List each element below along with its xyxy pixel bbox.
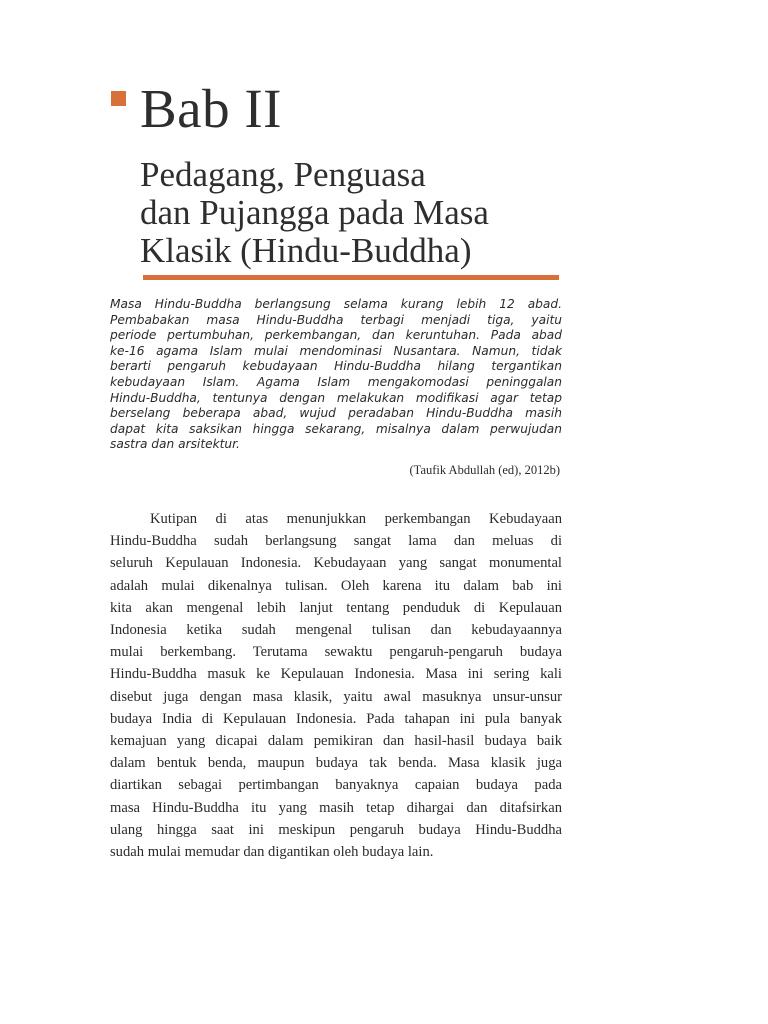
quote-citation: (Taufik Abdullah (ed), 2012b) [409,463,560,477]
paragraph-line: Hindu-Buddha masuk ke Kepulauan Indonesia. Masa ini sering kali [110,666,562,683]
paragraph-line: adalah mulai dikenalnya tulisan. Oleh karena itu dalam bab ini [110,577,562,594]
paragraph-line: budaya India di Kepulauan Indonesia. Pada tahapan ini pula banyak [110,710,562,727]
paragraph-line: seluruh Kepulauan Indonesia. Kebudayaan yang sangat monumental [110,555,562,572]
quote-line: sastra dan arsitektur. [110,437,240,452]
quote-line: Hindu-Buddha, tentunya dengan melakukan modifikasi agar tetap [110,390,562,405]
paragraph-line: mulai berkembang. Terutama sewaktu pengaruh-pengaruh budaya [110,644,562,661]
paragraph-line: disebut juga dengan masa klasik, yaitu awal masuknya unsur-unsur [110,688,562,705]
quote-line: kebudayaan Islam. Agama Islam mengakomodasi peninggalan [110,374,562,389]
chapter-title-line: Klasik (Hindu-Buddha) [140,231,472,270]
quote-line: periode pertumbuhan, perkembangan, dan keruntuhan. Pada abad [110,328,562,343]
paragraph-line: kemajuan yang dicapai dalam pemikiran dan hasil-hasil budaya baik [110,733,562,750]
quote-line: berselang beberapa abad, wujud peradaban Hindu-Buddha masih [110,406,562,421]
body-paragraph [110,508,562,863]
chapter-title-line: dan Pujangga pada Masa [140,193,489,232]
paragraph-line: diartikan sebagai pertimbangan banyaknya capaian budaya pada [110,777,562,794]
paragraph-line: ulang hingga saat ini meskipun pengaruh budaya Hindu-Buddha [110,821,562,838]
title-divider [143,275,559,280]
chapter-title-line: Pedagang, Penguasa [140,155,426,194]
quote-line: ke-16 agama Islam mulai mendominasi Nusantara. Namun, tidak [110,343,562,358]
paragraph-line: dalam bentuk benda, maupun budaya tak benda. Masa klasik juga [110,755,562,772]
paragraph-line: Hindu-Buddha sudah berlangsung sangat lama dan meluas di [110,533,562,550]
intro-quote [110,297,562,453]
paragraph-line: Indonesia ketika sudah mengenal tulisan dan kebudayaannya [110,622,562,639]
paragraph-line: sudah mulai memudar dan digantikan oleh budaya lain. [110,844,434,861]
quote-line: Masa Hindu-Buddha berlangsung selama kurang lebih 12 abad. [110,297,562,311]
quote-line: Pembabakan masa Hindu-Buddha terbagi menjadi tiga, yaitu [110,312,562,327]
quote-line: dapat kita saksikan hingga sekarang, misalnya dalam perwujudan [110,421,562,436]
chapter-title [140,156,580,270]
paragraph-line: masa Hindu-Buddha itu yang masih tetap dihargai dan ditafsirkan [110,799,562,816]
paragraph-line: kita akan mengenal lebih lanjut tentang penduduk di Kepulauan [110,599,562,616]
paragraph-line: Kutipan di atas menunjukkan perkembangan Kebudayaan [150,511,562,527]
quote-line: berarti pengaruh kebudayaan Hindu-Buddha hilang tergantikan [110,359,562,374]
chapter-heading: Bab II [140,78,282,139]
chapter-bullet-square [111,91,126,106]
